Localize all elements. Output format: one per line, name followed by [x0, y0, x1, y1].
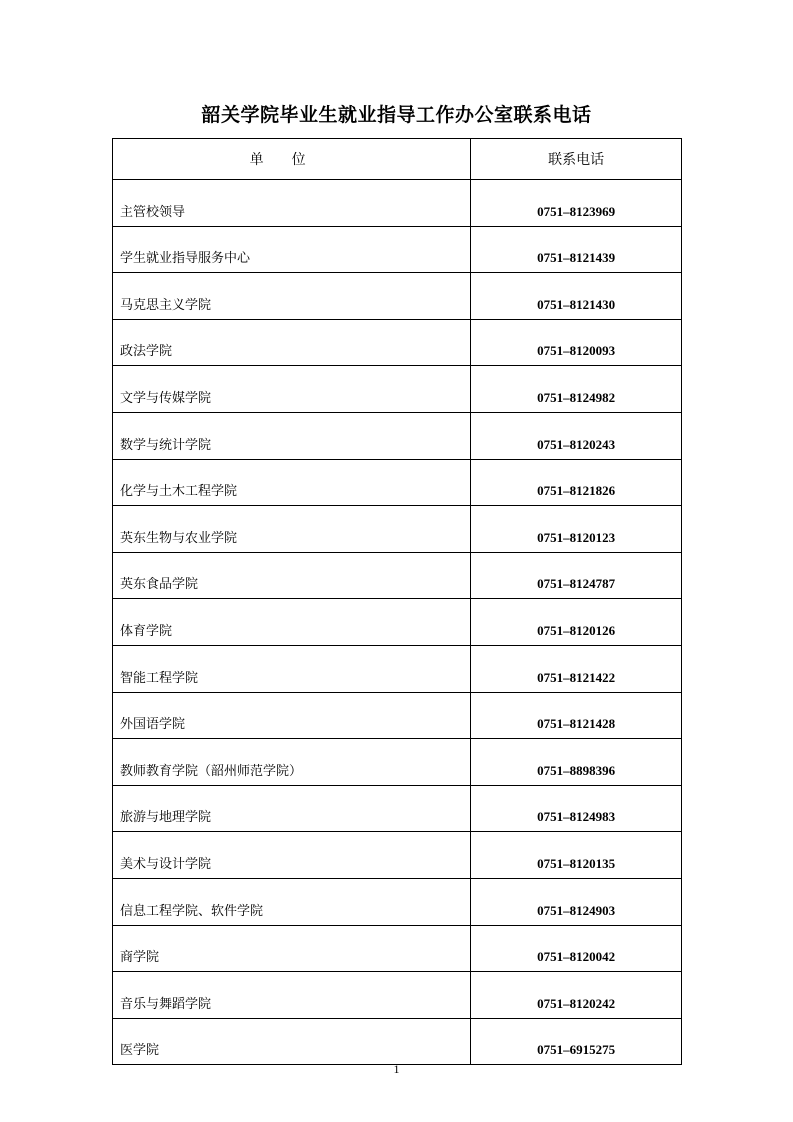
unit-cell: 美术与设计学院: [113, 832, 471, 879]
table-row: [113, 925, 682, 972]
phone-cell: 0751–8124787: [471, 552, 682, 599]
unit-cell: 马克思主义学院: [113, 273, 471, 320]
table-row: [113, 785, 682, 832]
table-row: [113, 599, 682, 646]
unit-cell: 政法学院: [113, 319, 471, 366]
phone-cell: 0751–8898396: [471, 739, 682, 786]
phone-cell: 0751–8121422: [471, 645, 682, 692]
contacts-table: [112, 138, 682, 1065]
table-row: [113, 412, 682, 459]
unit-cell: 学生就业指导服务中心: [113, 226, 471, 273]
unit-cell: 英东生物与农业学院: [113, 506, 471, 553]
table-row: [113, 552, 682, 599]
unit-cell: 化学与土木工程学院: [113, 459, 471, 506]
phone-column-header: 联系电话: [471, 139, 682, 180]
table-row: [113, 878, 682, 925]
phone-cell: 0751–8123969: [471, 180, 682, 227]
unit-cell: 智能工程学院: [113, 645, 471, 692]
unit-column-header: 单位: [113, 139, 471, 180]
page-title: 韶关学院毕业生就业指导工作办公室联系电话: [201, 104, 592, 126]
table-row: [113, 1018, 682, 1065]
table-header-row: [113, 139, 682, 180]
phone-cell: 0751–8120242: [471, 972, 682, 1019]
table-row: [113, 459, 682, 506]
unit-cell: 信息工程学院、软件学院: [113, 878, 471, 925]
phone-cell: 0751–8120093: [471, 319, 682, 366]
table-row: [113, 180, 682, 227]
unit-cell: 文学与传媒学院: [113, 366, 471, 413]
unit-cell: 商学院: [113, 925, 471, 972]
table-row: [113, 832, 682, 879]
phone-cell: 0751–8120243: [471, 412, 682, 459]
phone-cell: 0751–8124903: [471, 878, 682, 925]
phone-cell: 0751–8120126: [471, 599, 682, 646]
page-number: 1: [393, 1062, 400, 1076]
table-row: [113, 366, 682, 413]
phone-cell: 0751–6915275: [471, 1018, 682, 1065]
table-row: [113, 645, 682, 692]
table-row: [113, 319, 682, 366]
phone-cell: 0751–8120123: [471, 506, 682, 553]
table-row: [113, 692, 682, 739]
phone-cell: 0751–8121428: [471, 692, 682, 739]
phone-cell: 0751–8124983: [471, 785, 682, 832]
phone-cell: 0751–8120042: [471, 925, 682, 972]
unit-cell: 旅游与地理学院: [113, 785, 471, 832]
phone-cell: 0751–8121826: [471, 459, 682, 506]
phone-cell: 0751–8124982: [471, 366, 682, 413]
unit-cell: 数学与统计学院: [113, 412, 471, 459]
unit-cell: 音乐与舞蹈学院: [113, 972, 471, 1019]
table-row: [113, 972, 682, 1019]
phone-cell: 0751–8121430: [471, 273, 682, 320]
phone-cell: 0751–8121439: [471, 226, 682, 273]
unit-cell: 体育学院: [113, 599, 471, 646]
phone-cell: 0751–8120135: [471, 832, 682, 879]
table-row: [113, 506, 682, 553]
table-row: [113, 273, 682, 320]
table-body: [113, 180, 682, 1065]
unit-cell: 教师教育学院（韶州师范学院）: [113, 739, 471, 786]
unit-cell: 主管校领导: [113, 180, 471, 227]
table-row: [113, 739, 682, 786]
table-row: [113, 226, 682, 273]
unit-cell: 英东食品学院: [113, 552, 471, 599]
unit-cell: 医学院: [113, 1018, 471, 1065]
unit-cell: 外国语学院: [113, 692, 471, 739]
